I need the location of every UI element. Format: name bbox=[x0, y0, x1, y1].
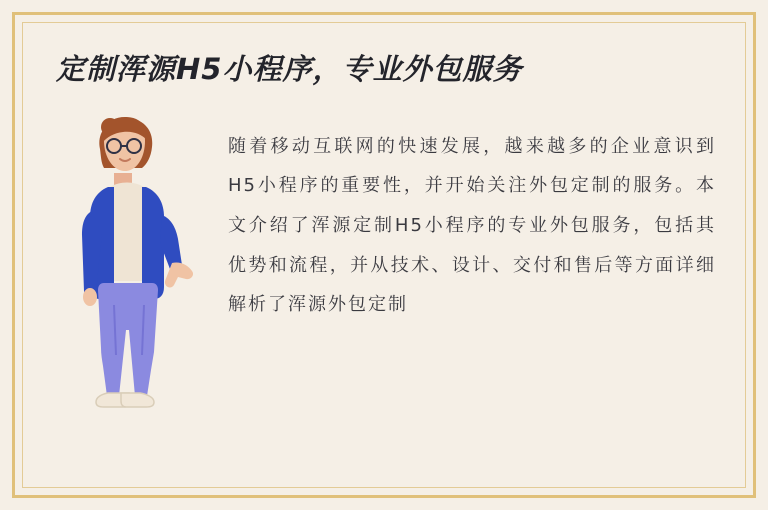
document-content bbox=[22, 22, 746, 488]
page-title: 定制浑源H5小程序，专业外包服务 bbox=[56, 52, 523, 86]
person-pointing-illustration bbox=[48, 105, 228, 435]
body-paragraph: 随着移动互联网的快速发展，越来越多的企业意识到H5小程序的重要性，并开始关注外包定制的服务。本文介绍了浑源定制H5小程序的专业外包服务，包括其优势和流程，并从技术、设计、交付和售后等方面详细解析了浑源外包定制 bbox=[228, 135, 716, 316]
body-row bbox=[48, 105, 720, 435]
